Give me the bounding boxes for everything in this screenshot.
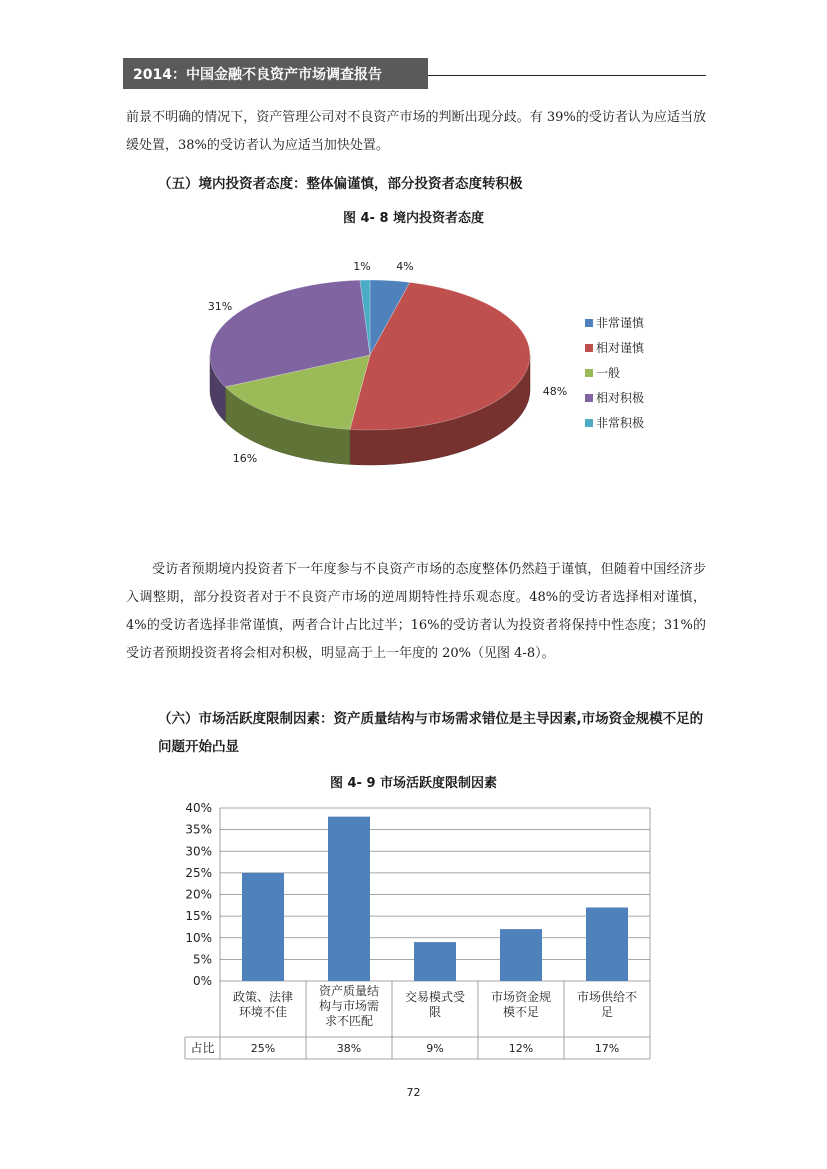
y-tick-label: 15% xyxy=(185,909,212,924)
y-tick-label: 20% xyxy=(185,887,212,902)
legend-swatch-4 xyxy=(585,419,593,427)
y-tick-label: 10% xyxy=(185,930,212,945)
table-value-1: 38% xyxy=(336,1042,362,1055)
pie-data-label-1: 48% xyxy=(542,385,568,398)
paragraph-investor-attitude: 受访者预期境内投资者下一年度参与不良资产市场的态度整体仍然趋于谨慎，但随着中国经济步入调整期，部分投资者对于不良资产市场的逆周期特性持乐观态度。48%的受访者选择相对谨慎，4%的受访者选择非常谨慎，两者合计占比过半；16%的受访者认为投资者将保持中性态度；31%的受访者预期投资者将会相对积极，明显高于上一年度的 20%（见图 4-8）。 xyxy=(126,562,706,661)
y-tick-label: 30% xyxy=(185,844,212,859)
legend-label-0: 非常谨慎 xyxy=(596,316,645,330)
legend-swatch-2 xyxy=(585,369,593,377)
pie-data-label-3: 31% xyxy=(207,300,233,313)
pie-data-label-2: 16% xyxy=(232,452,258,465)
pie-top xyxy=(207,280,530,430)
y-tick-label: 40% xyxy=(185,801,212,815)
paragraph-intro: 前景不明确的情况下，资产管理公司对不良资产市场的判断出现分歧。有 39%的受访者认为应适当放缓处置，38%的受访者认为应适当加快处置。 xyxy=(126,110,706,153)
bar-4 xyxy=(586,907,628,981)
table-row-label: 占比 xyxy=(190,1041,215,1055)
table-value-3: 12% xyxy=(508,1042,534,1055)
y-tick-label: 35% xyxy=(185,822,212,837)
category-label-0: 政策、法律环境不佳 xyxy=(232,990,294,1019)
legend-swatch-0 xyxy=(585,319,593,327)
legend-label-3: 相对积极 xyxy=(596,391,645,405)
legend-swatch-3 xyxy=(585,394,593,402)
section-heading-5: （五）境内投资者态度：整体偏谨慎，部分投资者态度转积极 xyxy=(158,176,523,192)
category-label-2: 交易模式受限 xyxy=(404,990,466,1019)
category-label-1: 资产质量结构与市场需求不匹配 xyxy=(318,984,380,1028)
table-value-4: 17% xyxy=(594,1042,620,1055)
legend-label-1: 相对谨慎 xyxy=(596,341,645,355)
legend-swatch-1 xyxy=(585,344,593,352)
table-value-2: 9% xyxy=(426,1042,444,1055)
bar-0 xyxy=(242,873,284,981)
figure-4-9-caption: 图 4- 9 市场活跃度限制因素 xyxy=(329,776,498,791)
legend-label-2: 一般 xyxy=(596,366,621,380)
pie-data-label-0: 4% xyxy=(396,260,414,273)
category-label-4: 市场供给不足 xyxy=(576,990,638,1019)
table-value-0: 25% xyxy=(250,1042,276,1055)
y-tick-label: 0% xyxy=(192,974,212,988)
bars xyxy=(242,817,628,981)
investor-attitude-pie-chart xyxy=(180,250,680,480)
report-header-title: 2014：中国金融不良资产市场调查报告 xyxy=(133,67,382,83)
bar-2 xyxy=(414,942,456,981)
y-tick-label: 25% xyxy=(185,865,212,880)
bar-1 xyxy=(328,817,370,981)
pie-legend xyxy=(585,315,645,430)
section-heading-6: （六）市场活跃度限制因素：资产质量结构与市场需求错位是主导因素,市场资金规模不足的问题开始凸显 xyxy=(158,711,704,755)
pie-data-label-4: 1% xyxy=(353,260,371,273)
y-tick-label: 5% xyxy=(192,952,212,967)
bar-3 xyxy=(500,929,542,981)
page-number: 72 xyxy=(406,1086,421,1099)
legend-label-4: 非常积极 xyxy=(596,416,645,430)
figure-4-8-caption: 图 4- 8 境内投资者态度 xyxy=(342,211,485,226)
market-activity-bar-chart xyxy=(170,795,670,1065)
category-label-3: 市场资金规模不足 xyxy=(490,990,552,1019)
